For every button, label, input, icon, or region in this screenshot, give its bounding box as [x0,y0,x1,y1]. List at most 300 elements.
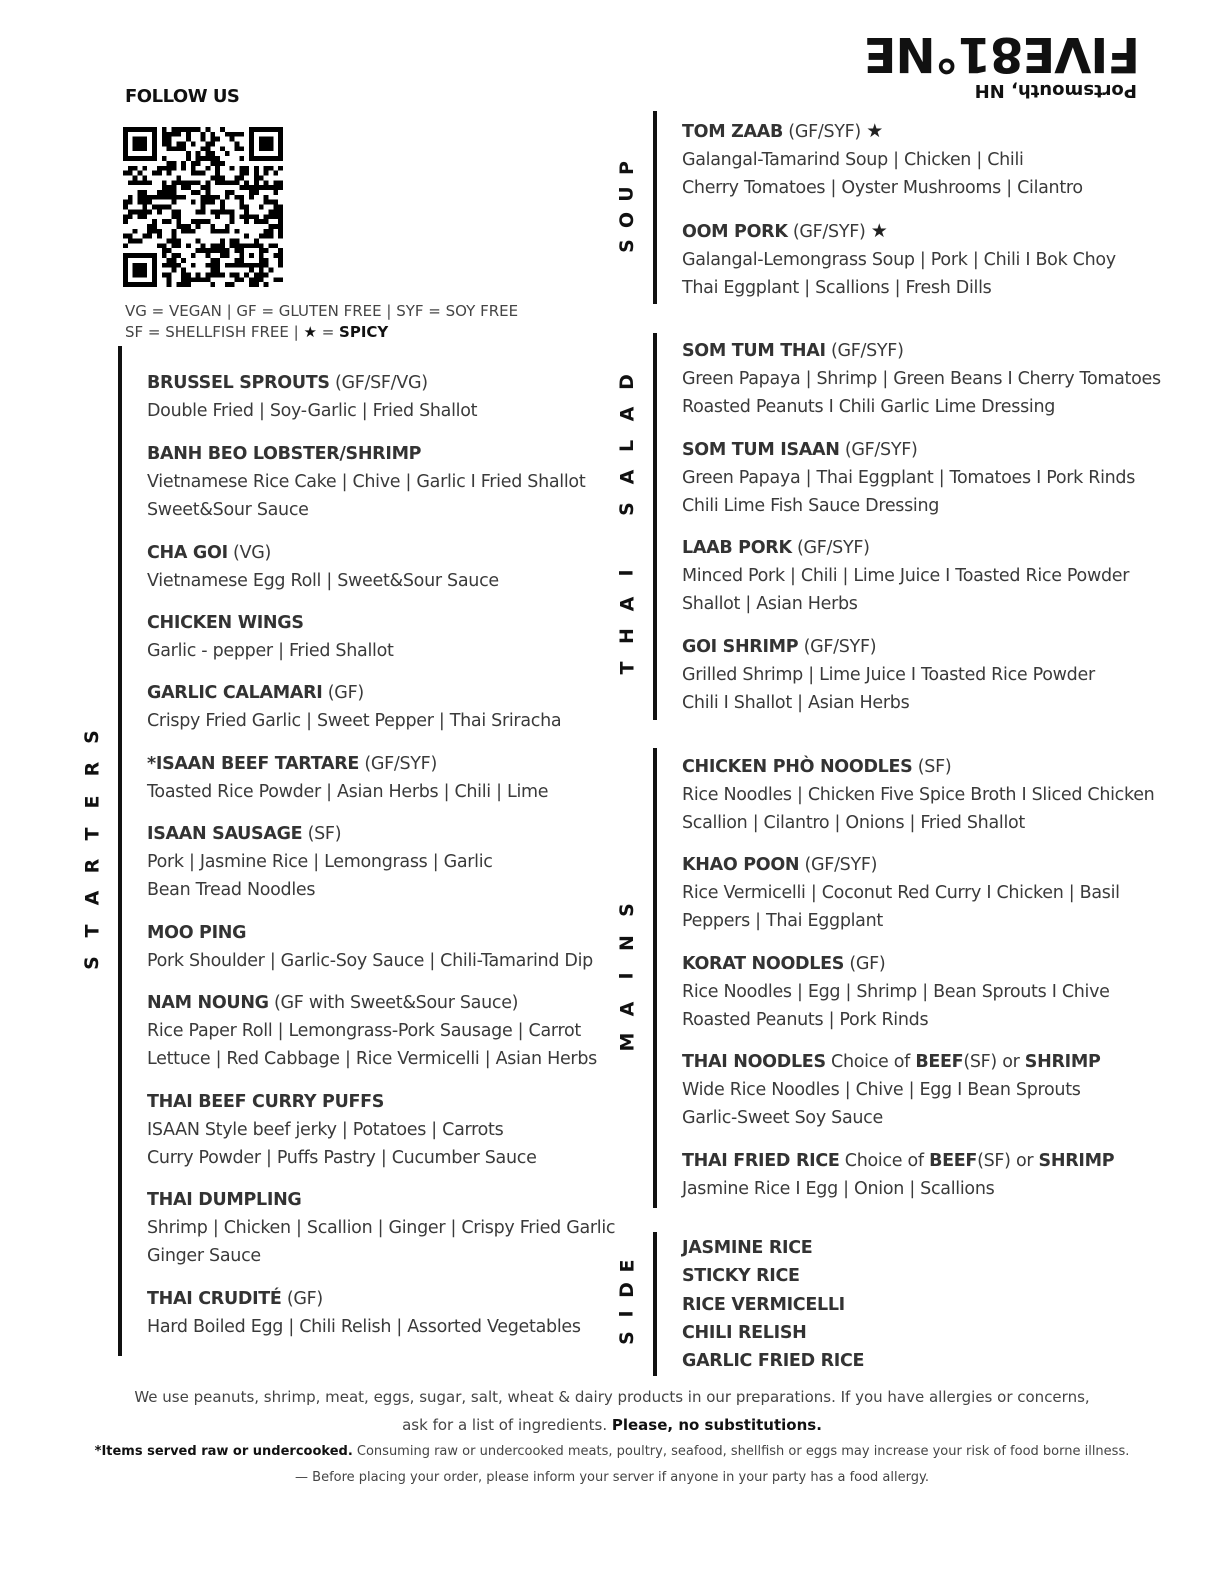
qr-module [210,132,215,137]
qr-module [239,156,244,161]
qr-module [196,180,201,185]
qr-module [162,219,167,224]
qr-module [157,205,162,210]
qr-module [235,180,240,185]
qr-module [181,272,186,277]
menu-item-name: THAI NOODLES [682,1052,826,1072]
qr-module [215,272,220,277]
menu-item-name: LAAB PORK [682,538,792,558]
section-letter: P [616,161,638,175]
menu-item-name: THAI DUMPLING [147,1190,302,1210]
qr-module [268,214,273,219]
qr-module [171,214,176,219]
qr-module [220,243,225,248]
qr-module [157,166,162,171]
qr-module [268,185,273,190]
menu-item-name: ISAAN SAUSAGE [147,824,303,844]
menu-item-name: CHA GOI [147,543,228,563]
qr-module [196,209,201,214]
section-letter: S [616,1331,638,1345]
menu-item-tags: (GF/SYF) [359,754,437,774]
qr-module [167,161,172,166]
qr-module [167,205,172,210]
qr-module [215,258,220,263]
qr-module [138,214,143,219]
qr-module [181,185,186,190]
qr-module [220,272,225,277]
qr-module [259,234,264,239]
menu-item-description: Ginger Sauce [147,1246,261,1266]
qr-module [254,282,259,287]
qr-module [147,209,152,214]
section-letter: A [616,1001,638,1017]
menu-item-name: CHICKEN PHÒ NOODLES [682,757,913,777]
qr-module [201,146,206,151]
menu-item-name: GOI SHRIMP [682,637,799,657]
qr-module [123,214,128,219]
qr-module [181,229,186,234]
menu-item [682,1048,1100,1132]
menu-item-description: Garlic-Sweet Soy Sauce [682,1108,883,1128]
qr-module [162,137,167,142]
qr-module [162,253,167,258]
qr-module [171,258,176,263]
qr-module [186,272,191,277]
menu-item-heading [682,436,1135,464]
qr-module [254,272,259,277]
qr-module [191,277,196,282]
qr-module [201,209,206,214]
menu-item-name: *ISAAN BEEF TARTARE [147,754,360,774]
qr-module [264,171,269,176]
qr-module [220,205,225,210]
food-allergy-reminder: — Before placing your order, please inform your server if anyone in your party has a food allergy. [295,1470,929,1485]
section-letter: A [81,891,103,906]
menu-item [147,539,499,595]
menu-item-tags: (GF/SYF) [825,341,904,361]
menu-item-heading [682,753,1154,781]
qr-module [205,200,210,205]
qr-module [215,175,220,180]
menu-item-heading [147,679,561,707]
qr-module [239,205,244,210]
qr-module [201,219,206,224]
qr-module [264,180,269,185]
section-label-soup [607,158,647,256]
qr-module [142,175,147,180]
qr-module [268,268,273,273]
menu-item-name: THAI BEEF CURRY PUFFS [147,1092,385,1112]
qr-module [230,272,235,277]
qr-module [210,229,215,234]
qr-module [205,185,210,190]
menu-item-tags: (SF) [302,824,342,844]
qr-module [171,180,176,185]
qr-module [152,219,157,224]
menu-item-option-tag: (SF) or [977,1151,1039,1171]
section-letter: T [81,924,103,938]
qr-module [244,209,249,214]
qr-module [181,195,186,200]
menu-item-description: Roasted Peanuts I Chili Garlic Lime Dressing [682,397,1056,417]
qr-module [167,190,172,195]
menu-item-heading [147,369,477,397]
qr-module [152,229,157,234]
qr-module [162,166,167,171]
section-letter: I [615,1310,638,1318]
menu-item-name: MOO PING [147,923,247,943]
qr-module [176,132,181,137]
qr-module [167,166,172,171]
menu-item-heading [147,539,499,567]
menu-item [147,750,548,806]
qr-module [264,234,269,239]
qr-module [235,258,240,263]
qr-module [235,142,240,147]
side-item: CHILI RELISH [682,1322,807,1343]
qr-module [138,180,143,185]
menu-item-description: Rice Paper Roll | Lemongrass-Pork Sausage | Carrot [147,1021,581,1041]
qr-module [176,263,181,268]
qr-module [239,171,244,176]
menu-item [682,337,1161,421]
qr-module [176,175,181,180]
qr-module [210,175,215,180]
qr-module [235,277,240,282]
section-letter: E [615,1259,638,1273]
qr-module [157,234,162,239]
qr-module [162,205,167,210]
qr-module [215,263,220,268]
menu-item-description: Vietnamese Egg Roll | Sweet&Sour Sauce [147,571,499,591]
legend-line-1: VG = VEGAN | GF = GLUTEN FREE | SYF = SOY FREE [125,302,519,320]
qr-module [181,258,186,263]
qr-module [123,234,128,239]
qr-module [181,127,186,132]
qr-module [201,277,206,282]
menu-item [147,989,597,1073]
qr-module [278,263,283,268]
menu-item-tags: (GF) [322,683,364,703]
follow-us-title: FOLLOW US [125,86,240,107]
qr-module [264,272,269,277]
qr-module [162,195,167,200]
qr-module [176,219,181,224]
qr-module [133,137,148,152]
qr-module [167,132,172,137]
qr-module [278,253,283,258]
menu-item-tags: (GF/SYF) [839,440,918,460]
qr-module [186,180,191,185]
section-letter: R [80,761,103,777]
qr-module [249,282,254,287]
qr-module [264,200,269,205]
qr-module [268,229,273,234]
qr-module [264,219,269,224]
qr-module [254,175,259,180]
qr-module [215,171,220,176]
qr-module [171,239,176,244]
section-letter: M [615,1032,638,1052]
qr-module [215,209,220,214]
menu-item-description: Sweet&Sour Sauce [147,500,309,520]
qr-module [167,146,172,151]
qr-module [210,161,215,166]
qr-module [215,195,220,200]
qr-module [264,248,269,253]
menu-item-heading [147,1186,615,1214]
menu-item [682,436,1135,520]
qr-module [205,277,210,282]
qr-module [264,195,269,200]
qr-module [133,263,148,278]
qr-module [225,253,230,258]
qr-module [147,195,152,200]
qr-module [128,166,133,171]
qr-module [205,166,210,171]
qr-module [133,175,138,180]
qr-module [176,146,181,151]
qr-module [162,190,167,195]
qr-module [191,166,196,171]
qr-module [196,161,201,166]
section-letter [617,538,637,545]
menu-item-heading [147,1285,581,1313]
qr-module [176,209,181,214]
qr-module [259,185,264,190]
menu-item-description: ISAAN Style beef jerky | Potatoes | Carrots [147,1120,504,1140]
qr-module [215,137,220,142]
qr-code[interactable] [123,127,283,287]
menu-item-tags: (GF/SF/VG) [329,373,428,393]
menu-item-tags: (GF/SYF) [799,855,878,875]
qr-module [123,243,128,248]
qr-module [162,272,167,277]
qr-module [167,248,172,253]
qr-module [147,229,152,234]
menu-item [682,117,1083,202]
qr-module [191,180,196,185]
qr-module [133,239,138,244]
spicy-star-icon: ★ [870,220,888,242]
brand-location: Portsmouth, NH [974,80,1137,101]
qr-module [181,224,186,229]
qr-module [215,156,220,161]
qr-module [128,171,133,176]
qr-module [273,200,278,205]
menu-item-description: Peppers | Thai Eggplant [682,911,883,931]
menu-item-name: NAM NOUNG [147,993,269,1013]
qr-module [128,200,133,205]
qr-module [196,171,201,176]
menu-item [147,1285,581,1341]
qr-module [157,190,162,195]
qr-module [181,277,186,282]
menu-item-tags: (SF) [912,757,952,777]
qr-module [278,234,283,239]
qr-module [220,127,225,132]
qr-module [210,195,215,200]
menu-item-heading [682,1048,1100,1076]
qr-module [142,234,147,239]
qr-module [142,190,147,195]
menu-item-description: Green Papaya | Shrimp | Green Beans I Cherry Tomatoes [682,369,1161,389]
qr-module [142,180,147,185]
menu-item [147,440,585,524]
qr-module [239,214,244,219]
qr-module [176,253,181,258]
section-letter: S [616,903,638,917]
qr-module [278,180,283,185]
menu-item [147,1186,615,1270]
menu-item-name: KHAO POON [682,855,800,875]
qr-module [167,282,172,287]
qr-module [278,185,283,190]
qr-module [201,205,206,210]
qr-module [230,263,235,268]
qr-module [225,282,230,287]
qr-module [278,209,283,214]
menu-item-description: Rice Noodles | Egg | Shrimp | Bean Sprouts I Chive [682,982,1110,1002]
menu-item-description: Scallion | Cilantro | Onions | Fried Shallot [682,813,1025,833]
side-item: JASMINE RICE [682,1238,813,1258]
qr-module [162,263,167,268]
section-letter: T [81,827,103,841]
qr-module [162,127,167,132]
qr-module [225,151,230,156]
qr-module [196,151,201,156]
qr-module [171,243,176,248]
qr-module [167,142,172,147]
qr-module [138,239,143,244]
qr-module [186,156,191,161]
qr-module [191,127,196,132]
qr-module [239,175,244,180]
qr-module [201,156,206,161]
qr-module [186,229,191,234]
menu-item-description: Cherry Tomatoes | Oyster Mushrooms | Cilantro [682,178,1083,198]
qr-module [152,205,157,210]
qr-module [201,185,206,190]
qr-module [147,200,152,205]
menu-item-option: BEEF [929,1151,978,1171]
qr-module [147,234,152,239]
qr-module [215,161,220,166]
qr-module [176,142,181,147]
qr-module [138,190,143,195]
qr-module [215,180,220,185]
menu-item-heading [147,440,585,468]
qr-module [230,209,235,214]
allergy-notice: We use peanuts, shrimp, meat, eggs, sugar, salt, wheat & dairy products in our preparations. If you have allergies or concerns, [134,1388,1090,1406]
qr-module [162,142,167,147]
qr-module [205,219,210,224]
qr-module [176,243,181,248]
qr-module [278,205,283,210]
qr-module [171,209,176,214]
qr-module [254,214,259,219]
qr-module [278,258,283,263]
qr-module [215,248,220,253]
qr-module [171,161,176,166]
side-item: RICE VERMICELLI [682,1294,845,1315]
qr-module [249,190,254,195]
qr-module [210,282,215,287]
qr-module [162,243,167,248]
qr-module [152,195,157,200]
qr-module [264,258,269,263]
qr-module [157,209,162,214]
menu-item-description: Double Fried | Soy-Garlic | Fried Shallot [147,401,478,421]
section-label-salad [607,372,647,678]
qr-module [235,248,240,253]
qr-module [133,209,138,214]
qr-module [220,175,225,180]
qr-module [128,209,133,214]
menu-item-heading [147,989,597,1017]
menu-item-heading [147,1088,537,1116]
qr-module [205,142,210,147]
qr-module [254,180,259,185]
spicy-star-icon: ★ [866,120,883,142]
menu-item [147,369,477,425]
menu-item [682,851,1120,935]
qr-module [205,253,210,258]
qr-module [167,185,172,190]
qr-module [215,268,220,273]
menu-item-heading [682,217,1116,246]
section-letter: O [616,211,638,229]
qr-module [273,243,278,248]
menu-item-tags: (GF/SYF) [798,637,877,657]
qr-module [138,209,143,214]
qr-module [128,239,133,244]
qr-module [230,214,235,219]
qr-module [191,171,196,176]
qr-module [181,161,186,166]
menu-item-description: Shallot | Asian Herbs [682,594,858,614]
qr-module [210,137,215,142]
qr-module [171,253,176,258]
menu-item-name: THAI CRUDITÉ [147,1289,282,1309]
section-letter: A [616,406,638,422]
qr-module [273,277,278,282]
section-letter: S [81,730,103,744]
qr-module [273,214,278,219]
qr-module [171,146,176,151]
qr-module [278,224,283,229]
section-letter: E [80,795,103,809]
qr-module [239,132,244,137]
qr-module [235,132,240,137]
qr-module [210,272,215,277]
qr-module [259,205,264,210]
qr-module [254,277,259,282]
qr-module [123,219,128,224]
qr-module [259,175,264,180]
ingredients-request: ask for a list of ingredients. [402,1416,612,1434]
qr-module [186,137,191,142]
qr-module [181,146,186,151]
qr-module [157,243,162,248]
menu-item-description: Galangal-Lemongrass Soup | Pork | Chili I Bok Choy [682,250,1116,270]
qr-module [215,229,220,234]
brand-logo [855,20,1140,100]
qr-module [196,219,201,224]
qr-module [273,171,278,176]
qr-module [191,229,196,234]
section-letter: I [615,972,638,980]
